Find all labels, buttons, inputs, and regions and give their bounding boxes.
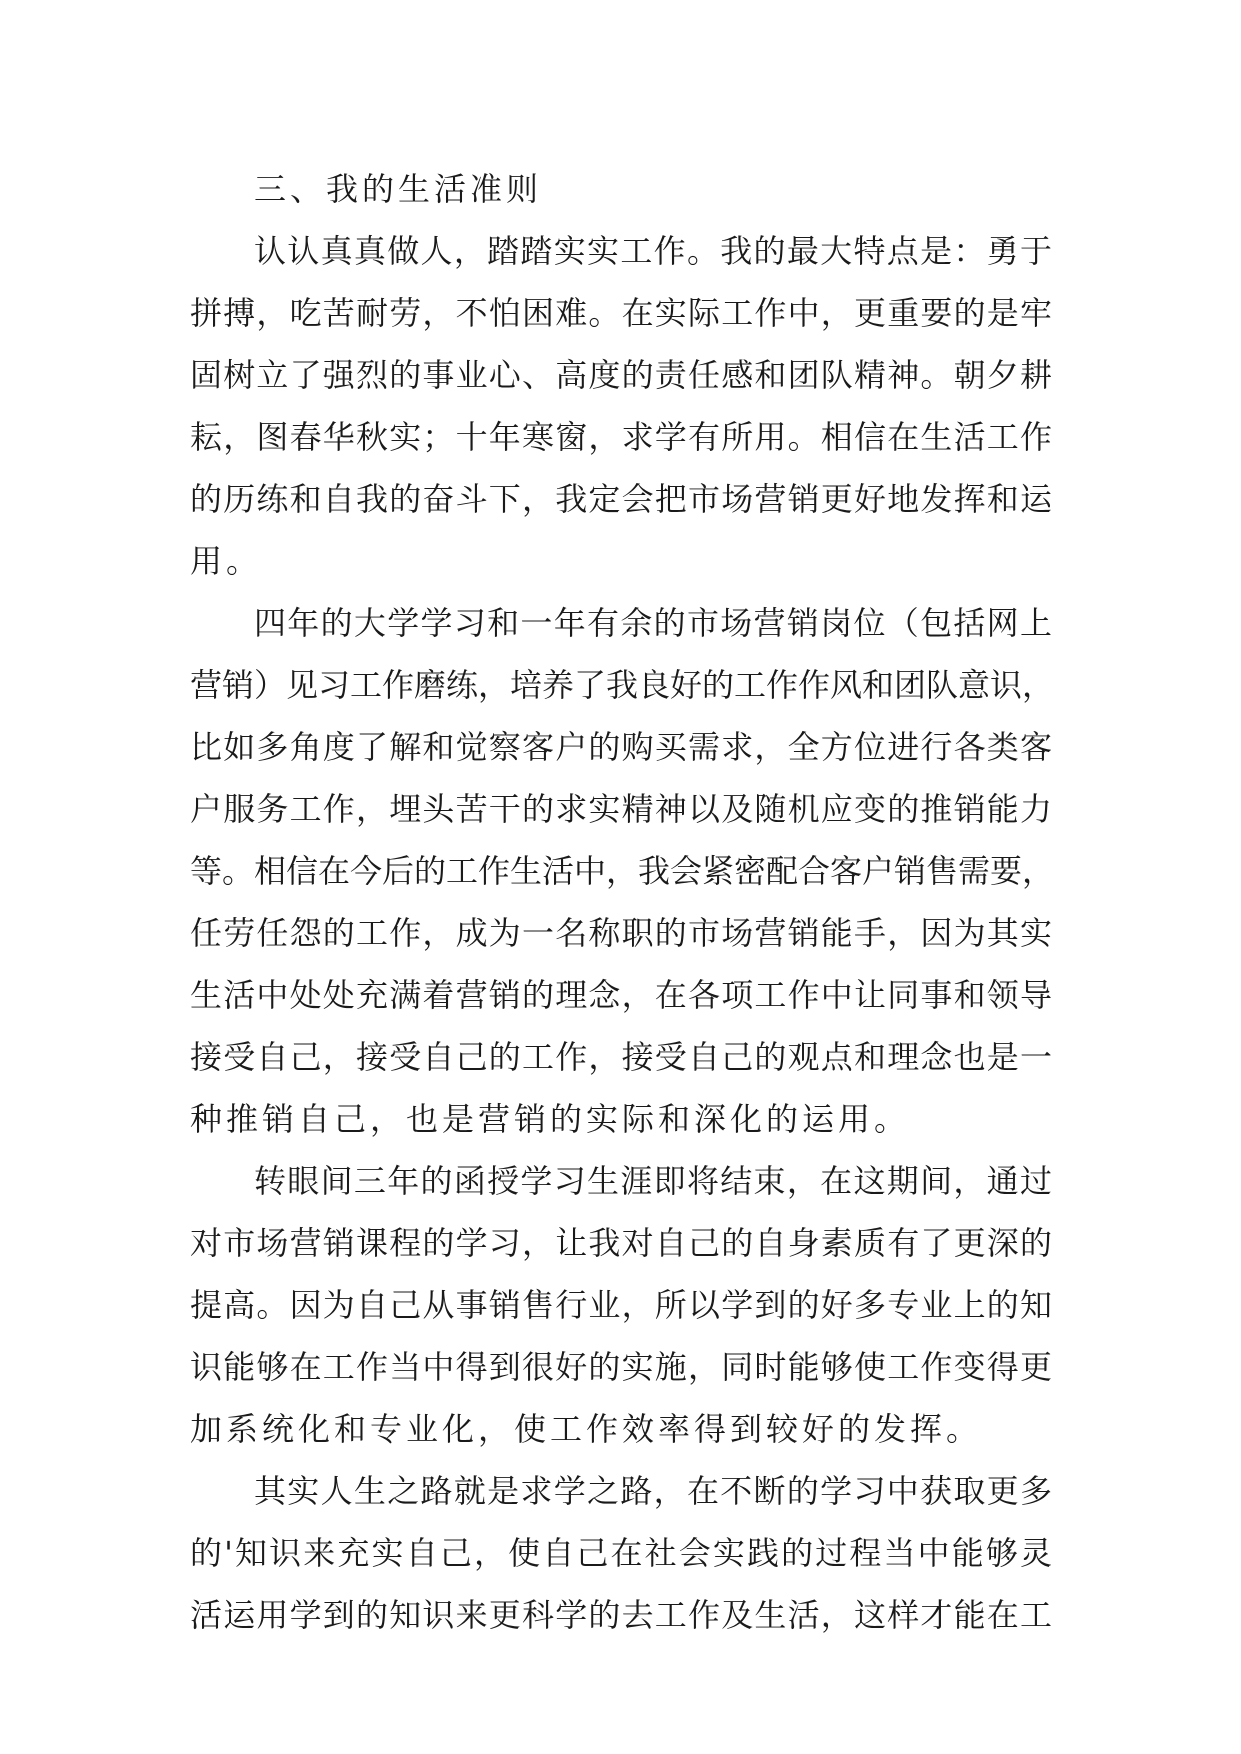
paragraph-line: 加系统化和专业化，使工作效率得到较好的发挥。 bbox=[190, 1410, 983, 1448]
paragraph-line: 任劳任怨的工作，成为一名称职的市场营销能手，因为其实 bbox=[190, 914, 1052, 952]
paragraph-line: 比如多角度了解和觉察客户的购买需求，全方位进行各类客 bbox=[190, 728, 1052, 766]
paragraph-line: 耘，图春华秋实；十年寒窗，求学有所用。相信在生活工作 bbox=[190, 418, 1052, 456]
paragraph-line: 用。 bbox=[190, 542, 263, 580]
paragraph-line: 转眼间三年的函授学习生涯即将结束，在这期间，通过 bbox=[254, 1162, 1052, 1200]
paragraph-line: 活运用学到的知识来更科学的去工作及生活，这样才能在工 bbox=[190, 1596, 1052, 1634]
paragraph-line: 种推销自己，也是营销的实际和深化的运用。 bbox=[190, 1100, 911, 1138]
paragraph-line: 固树立了强烈的事业心、高度的责任感和团队精神。朝夕耕 bbox=[190, 356, 1052, 394]
paragraph-line: 认认真真做人，踏踏实实工作。我的最大特点是：勇于 bbox=[254, 232, 1052, 270]
paragraph-line: 接受自己，接受自己的工作，接受自己的观点和理念也是一 bbox=[190, 1038, 1052, 1076]
paragraph-lifelong-learning bbox=[190, 1460, 1052, 1646]
paragraph-work-experience bbox=[190, 592, 1055, 1150]
paragraph-line: 等。相信在今后的工作生活中，我会紧密配合客户销售需要， bbox=[190, 852, 1055, 890]
section-heading: 三、我的生活准则 bbox=[254, 170, 543, 208]
paragraph-line: 拼搏，吃苦耐劳，不怕困难。在实际工作中，更重要的是牢 bbox=[190, 294, 1052, 332]
document-body bbox=[190, 158, 1055, 1646]
paragraph-line: 提高。因为自己从事销售行业，所以学到的好多专业上的知 bbox=[190, 1286, 1052, 1324]
paragraph-line: 四年的大学学习和一年有余的市场营销岗位（包括网上 bbox=[254, 604, 1052, 642]
paragraph-line: 识能够在工作当中得到很好的实施，同时能够使工作变得更 bbox=[190, 1348, 1052, 1386]
paragraph-line: 生活中处处充满着营销的理念，在各项工作中让同事和领导 bbox=[190, 976, 1052, 1014]
paragraph-life-principles bbox=[190, 220, 1052, 592]
paragraph-correspondence-study bbox=[190, 1150, 1052, 1460]
paragraph-line: 的历练和自我的奋斗下，我定会把市场营销更好地发挥和运 bbox=[190, 480, 1052, 518]
paragraph-line: 营销）见习工作磨练，培养了我良好的工作作风和团队意识， bbox=[190, 666, 1055, 704]
paragraph-line: 户服务工作，埋头苦干的求实精神以及随机应变的推销能力 bbox=[190, 790, 1052, 828]
paragraph-line: 对市场营销课程的学习，让我对自己的自身素质有了更深的 bbox=[190, 1224, 1052, 1262]
paragraph-line: 的'知识来充实自己，使自己在社会实践的过程当中能够灵 bbox=[190, 1534, 1052, 1572]
paragraph-line: 其实人生之路就是求学之路，在不断的学习中获取更多 bbox=[254, 1472, 1052, 1510]
